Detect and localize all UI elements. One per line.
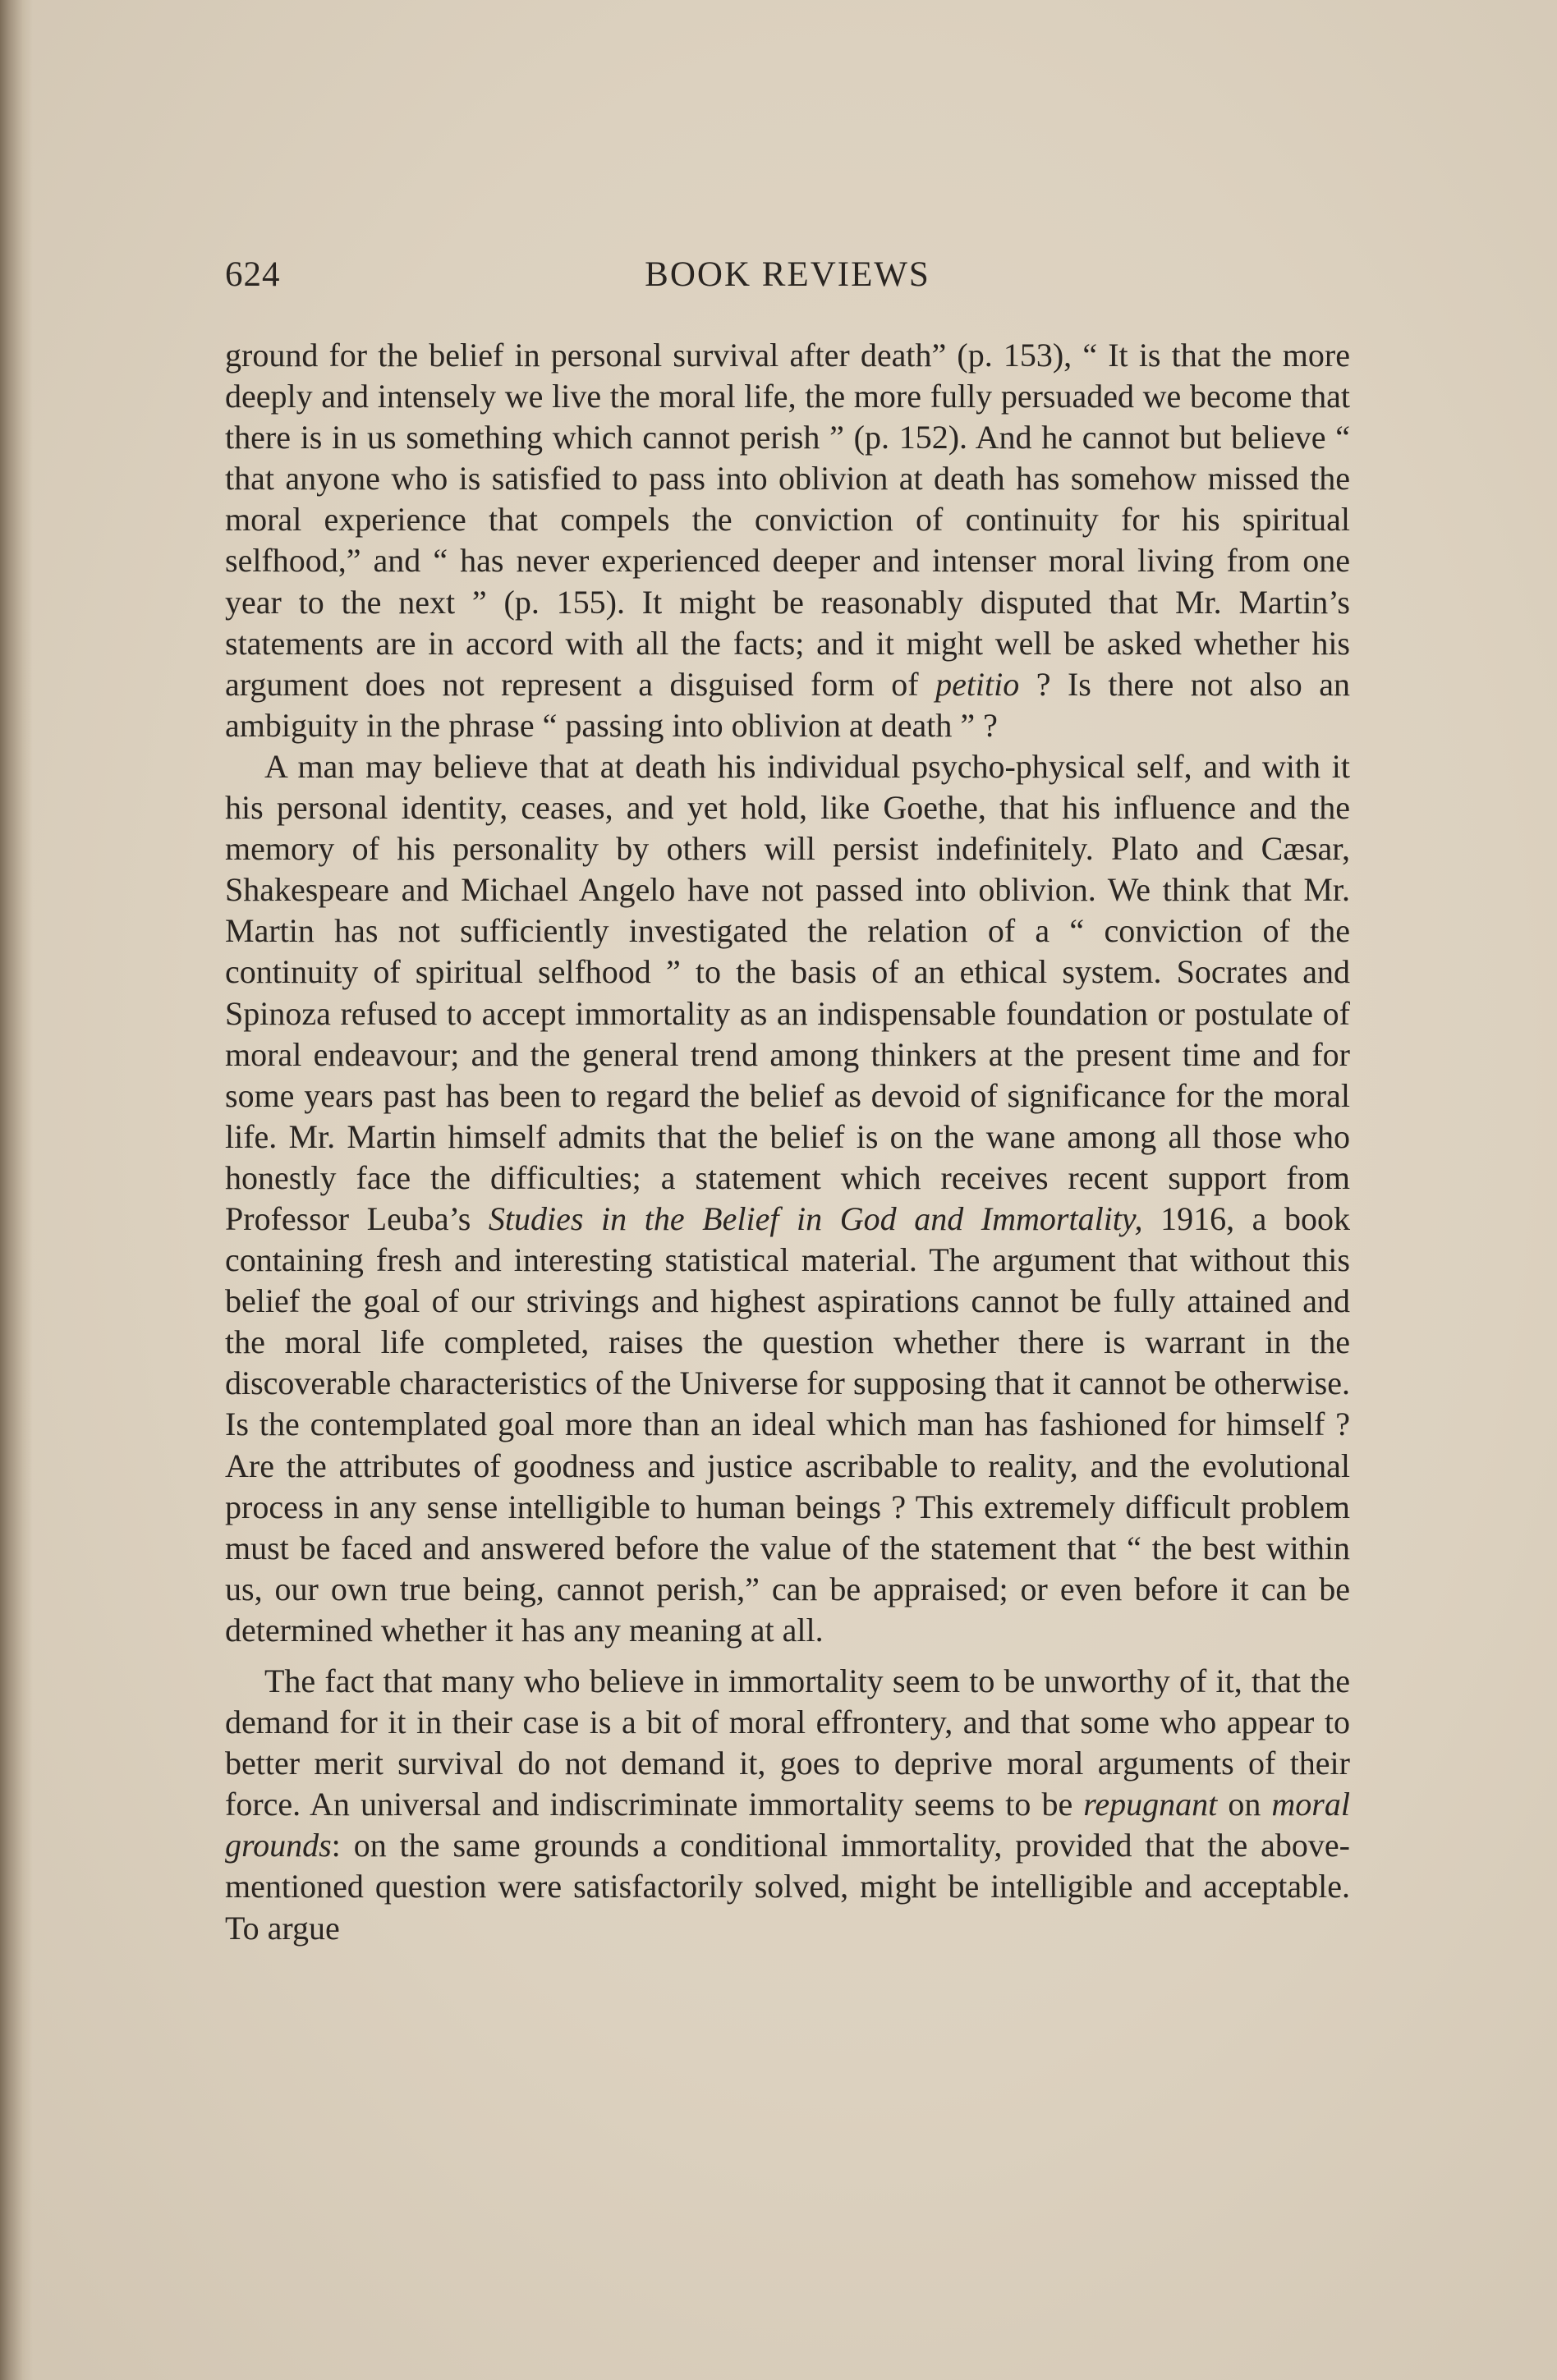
text-segment: A man may believe that at death his individual psycho-physical self, and with it his personal identity, ceases, and yet hold, like Goethe, that his influence and the memory of his personality by others will persist indefinitely. Plato and Cæsar, Shakespeare and Michael Angelo have not passed into oblivion. We think that Mr. Martin has not sufficiently investigated the relation of a “ conviction of the continuity of spiritual selfhood ” to the basis of an ethical system. Socrates and Spinoza refused to accept immortality as an indispensable foundation or postulate of moral endeavour; and the general trend among thinkers at the present time and for some years past has been to regard the belief as devoid of significance for the moral life. Mr. Martin himself admits that the belief is on the wane among all those who honestly face the difficulties; a statement which receives recent support from Professor Leuba’s (225, 747, 1350, 1237)
paragraph (225, 746, 1350, 1651)
review-body (225, 335, 1350, 1949)
paragraph (225, 335, 1350, 746)
text-segment: The fact that many who believe in immortality seem to be unworthy of it, that the demand for it in their case is a bit of moral effrontery, and that some who appear to better merit survival do not demand it, goes to deprive moral arguments of their force. An universal and indiscriminate immortality seems to be (225, 1662, 1350, 1823)
text-segment: ? Is there not also an ambiguity in the phrase “ passing into oblivion at death ” ? (225, 665, 1350, 744)
italic-book-title: Studies in the Belief in God and Immortality, (488, 1199, 1143, 1237)
text-segment: ground for the belief in personal survival after death” (p. 153), “ It is that the more deeply and intensely we live the moral life, the more fully persuaded we become that there is in us something which cannot perish ” (p. 152). And he cannot but believe “ that anyone who is satisfied to pass into oblivion at death has somehow missed the moral experience that compels the conviction of continuity for his spiritual selfhood,” and “ has never experienced deeper and intenser moral living from one year to the next ” (p. 155). It might be reasonably disputed that Mr. Martin’s statements are in accord with all the facts; and it might well be asked whether his argument does not represent a disguised form of (225, 337, 1350, 703)
italic-term-petitio: petitio (935, 665, 1020, 703)
text-segment: : on the same grounds a conditional immortality, provided that the above-mentioned question were satisfactorily solved, might be intelligible and acceptable. To argue (225, 1827, 1350, 1947)
running-head: BOOK REVIEWS (645, 255, 930, 294)
paragraph (225, 1661, 1350, 1949)
page-header (225, 255, 1350, 304)
italic-term-moral-grounds: moral grounds (225, 1786, 1350, 1864)
text-segment: 1916, a book containing fresh and interesting statistical material. The argument that without this belief the goal of our strivings and highest aspirations cannot be fully attained and the moral life completed, raises the question whether there is warrant in the discoverable characteristics of the Universe for supposing that it cannot be otherwise. Is the contemplated goal more than an ideal which man has fashioned for himself ? Are the attributes of goodness and justice ascribable to reality, and the evolutional process in any sense intelligible to human beings ? This extremely difficult problem must be faced and answered before the value of the statement that “ the best within us, our own true being, cannot perish,” can be appraised; or even before it can be determined whether it has any meaning at all. (225, 1199, 1351, 1649)
page-binding-shadow (0, 0, 33, 2380)
text-segment: on (1217, 1786, 1272, 1823)
italic-term-repugnant: repugnant (1083, 1786, 1218, 1823)
page-number: 624 (225, 255, 281, 294)
